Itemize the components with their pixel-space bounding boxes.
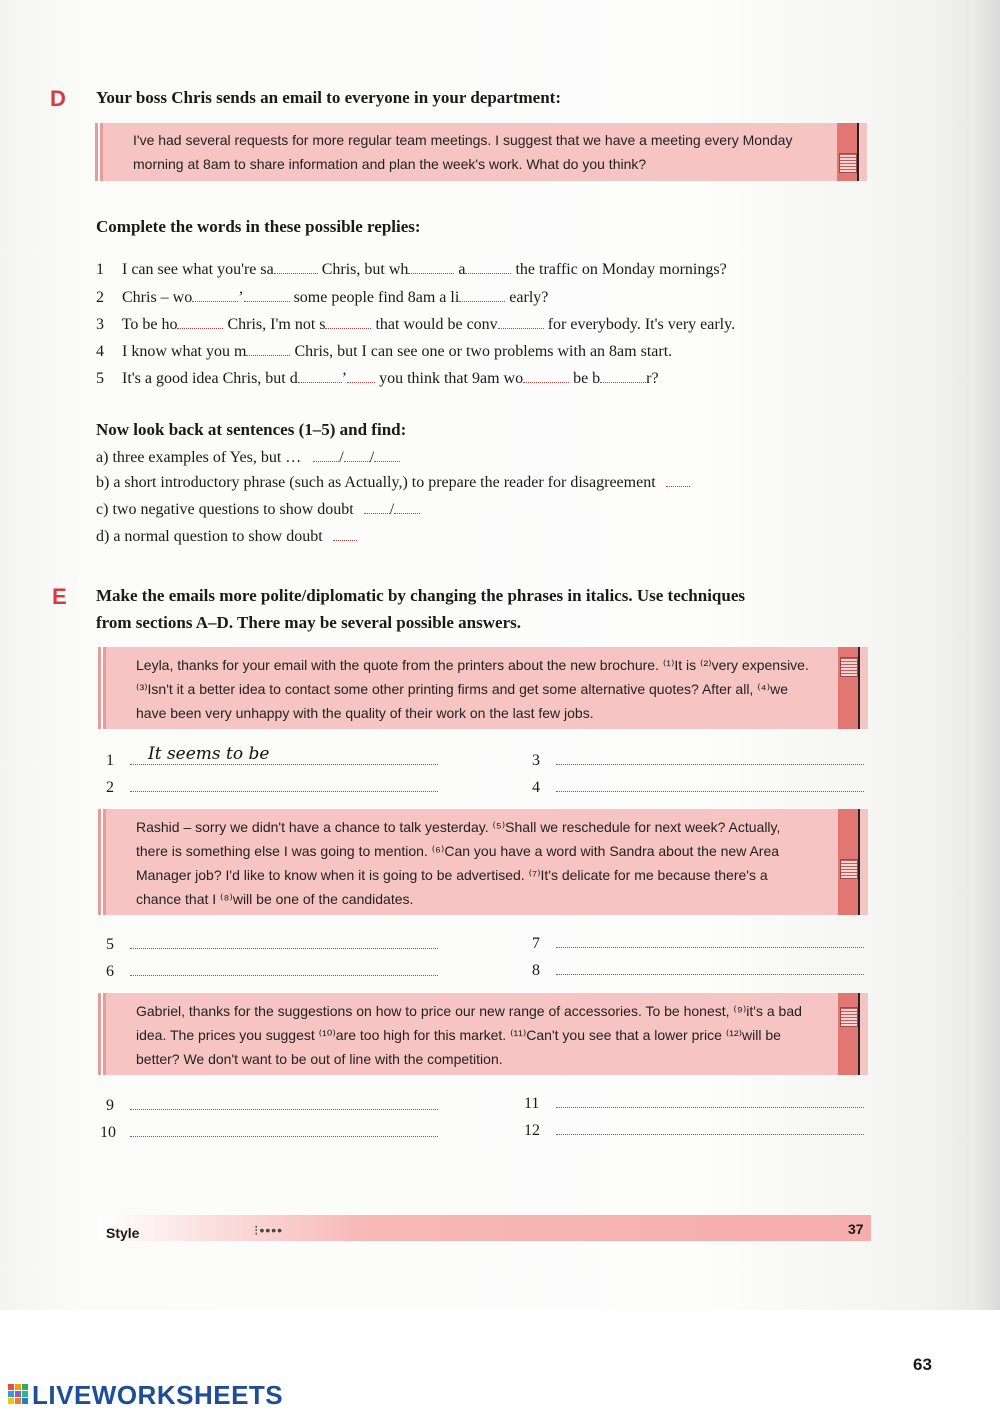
blank-field[interactable] (177, 316, 223, 329)
reply-text: early? (509, 289, 549, 306)
reply-text: Chris – wo (122, 289, 193, 306)
reply-text: be b (573, 370, 601, 387)
blank-field[interactable] (666, 474, 690, 487)
grip-icon (840, 859, 858, 879)
answer-number: 12 (524, 1122, 540, 1139)
reply-number: 1 (96, 261, 104, 278)
reply-text: I know what you m (122, 343, 247, 360)
reply-text: ’ (238, 289, 244, 306)
blank-field[interactable] (325, 316, 371, 329)
email-right-tab (838, 809, 868, 915)
blank-field[interactable] (364, 501, 390, 514)
find-item-a: a) three examples of Yes, but … / / (96, 449, 400, 467)
reply-text: Chris, but wh (321, 261, 409, 278)
answer-6 (106, 960, 438, 981)
answer-10 (100, 1121, 438, 1142)
answer-9 (106, 1094, 438, 1115)
answer-number: 9 (106, 1097, 114, 1114)
find-label: a) (96, 449, 109, 466)
answer-field[interactable] (556, 959, 864, 975)
liveworksheets-logo-icon (8, 1384, 34, 1406)
answer-number: 7 (532, 935, 540, 952)
find-text: three examples of Yes, but … (112, 449, 302, 466)
blank-field[interactable] (344, 449, 370, 462)
find-heading: Now look back at sentences (1–5) and find: (96, 420, 407, 439)
answer-field[interactable] (556, 932, 864, 948)
email-1-line: ⁽³⁾Isn't it a better idea to contact some other printing firms and get some alternative quotes? After all, ⁽⁴⁾we (136, 681, 788, 697)
reply-line-3 (96, 316, 735, 334)
answer-number: 6 (106, 963, 114, 980)
answer-field[interactable] (130, 776, 438, 792)
email-right-tab (837, 123, 867, 181)
email-2-line: Manager job? I'd like to know when it is going to be advertised. ⁽⁷⁾It's delicate for me because there's a (136, 867, 768, 883)
answer-number: 8 (532, 962, 540, 979)
blank-field[interactable] (374, 449, 400, 462)
find-item-c: c) two negative questions to show doubt / (96, 501, 420, 519)
blank-field[interactable] (274, 261, 318, 274)
reply-line-1 (96, 261, 727, 279)
footer-bar (98, 1215, 871, 1241)
email-3-box (98, 993, 868, 1075)
section-e-heading-line1: Make the emails more polite/diplomatic by changing the phrases in italics. Use techniques (96, 586, 745, 605)
answer-number: 10 (100, 1124, 116, 1141)
answer-4 (532, 776, 864, 797)
answer-number: 1 (106, 752, 114, 769)
find-label: b) (96, 474, 110, 491)
find-item-b (96, 474, 690, 492)
blank-field[interactable] (313, 449, 339, 462)
reply-text: some people find 8am a li (293, 289, 460, 306)
answer-number: 2 (106, 779, 114, 796)
complete-words-heading: Complete the words in these possible replies: (96, 217, 421, 236)
email-1-line: Leyla, thanks for your email with the quote from the printers about the new brochure. ⁽¹⁾It is ⁽²⁾very expensive. (136, 657, 809, 673)
reply-text: for everybody. It's very early. (547, 316, 736, 333)
answer-12 (524, 1119, 864, 1140)
reply-number: 3 (96, 316, 104, 333)
section-d-heading: Your boss Chris sends an email to everyone in your department: (96, 88, 561, 107)
blank-field[interactable] (244, 289, 290, 302)
email-3-line: better? We don't want to be out of line with the competition. (136, 1051, 503, 1067)
find-label: d) (96, 528, 110, 545)
blank-field[interactable] (600, 370, 646, 383)
reply-text: Chris, I'm not s (227, 316, 326, 333)
blank-field[interactable] (298, 370, 342, 383)
answer-number: 11 (524, 1095, 540, 1112)
answer-7 (532, 932, 864, 953)
blank-field[interactable] (498, 316, 544, 329)
blank-field[interactable] (347, 370, 375, 383)
find-text: a normal question to show doubt (113, 528, 323, 545)
reply-line-5 (96, 370, 659, 388)
find-item-d (96, 528, 357, 546)
blank-field[interactable] (459, 289, 505, 302)
answer-2 (106, 776, 438, 797)
email-2-box (98, 809, 868, 915)
grip-icon (840, 657, 858, 677)
reply-number: 4 (96, 343, 104, 360)
answer-field[interactable] (556, 1092, 864, 1108)
boss-email-line: morning at 8am to share information and plan the week's work. What do you think? (133, 156, 647, 172)
answer-number: 3 (532, 752, 540, 769)
dots-arrow-icon: ⁝•••• (254, 1222, 284, 1238)
answer-field[interactable] (130, 960, 438, 976)
blank-field[interactable] (394, 501, 420, 514)
blank-field[interactable] (192, 289, 238, 302)
email-left-bar (98, 809, 106, 915)
section-e-heading-line2: from sections A–D. There may be several possible answers. (96, 613, 521, 632)
email-left-bar (98, 647, 106, 729)
email-3-line: idea. The prices you suggest ⁽¹⁰⁾are too high for this market. ⁽¹¹⁾Can't you see that a lower price ⁽¹²⁾will be (136, 1027, 781, 1043)
boss-email-box (95, 123, 867, 181)
answer-field[interactable] (556, 776, 864, 792)
email-right-tab (838, 647, 868, 729)
blank-field[interactable] (465, 261, 511, 274)
answer-field[interactable] (556, 749, 864, 765)
outer-page-number: 63 (913, 1355, 932, 1374)
blank-field[interactable] (333, 528, 357, 541)
section-e-letter: E (52, 584, 67, 609)
answer-field[interactable] (130, 933, 438, 949)
answer-number: 5 (106, 936, 114, 953)
find-text: a short introductory phrase (such as Actually,) to prepare the reader for disagreement (113, 474, 656, 491)
answer-11 (524, 1092, 864, 1113)
email-left-bar (98, 993, 106, 1075)
blank-field[interactable] (408, 261, 454, 274)
reply-number: 5 (96, 370, 104, 387)
answer-3 (532, 749, 864, 770)
boss-email-line: I've had several requests for more regular team meetings. I suggest that we have a meeting every Monday (133, 132, 793, 148)
liveworksheets-brand: LIVEWORKSHEETS (32, 1380, 284, 1410)
page-edge (972, 0, 1000, 1310)
email-2-line: chance that I ⁽⁸⁾will be one of the candidates. (136, 891, 414, 907)
answer-5 (106, 933, 438, 954)
footer-section-label: Style (106, 1225, 140, 1241)
email-2-line: there is something else I was going to mention. ⁽⁶⁾Can you have a word with Sandra about the new Area (136, 843, 780, 859)
grip-icon (840, 1007, 858, 1027)
reply-line-2 (96, 289, 548, 307)
email-1-box (98, 647, 868, 729)
email-right-tab (838, 993, 868, 1075)
reply-text: you think that 9am wo (379, 370, 524, 387)
reply-text: To be ho (121, 316, 178, 333)
answer-number: 4 (532, 779, 540, 796)
reply-text: that would be conv (375, 316, 498, 333)
email-left-bar (95, 123, 103, 181)
blank-field[interactable] (523, 370, 569, 383)
handwritten-answer: It seems to be (148, 744, 270, 764)
reply-text: ’ (341, 370, 348, 387)
grip-icon (839, 153, 857, 173)
blank-field[interactable] (246, 343, 290, 356)
email-1-line: have been very unhappy with the quality of their work on the last few jobs. (136, 705, 594, 721)
reply-number: 2 (96, 289, 104, 306)
email-2-line: Rashid – sorry we didn't have a chance to talk yesterday. ⁽⁵⁾Shall we reschedule for next week? Actually, (136, 819, 781, 835)
answer-field[interactable] (130, 1094, 438, 1110)
reply-text: Chris, but I can see one or two problems with an 8am start. (294, 343, 673, 360)
find-text: two negative questions to show doubt (112, 501, 354, 518)
reply-text: r? (646, 370, 659, 387)
reply-text: a (458, 261, 466, 278)
reply-text: It's a good idea Chris, but d (122, 370, 298, 387)
inner-page-number: 37 (848, 1221, 864, 1237)
email-3-line: Gabriel, thanks for the suggestions on how to price our new range of accessories. To be honest, ⁽⁹⁾it's a bad (136, 1003, 802, 1019)
find-label: c) (96, 501, 109, 518)
reply-line-4 (96, 343, 672, 361)
reply-text: I can see what you're sa (122, 261, 274, 278)
section-d-letter: D (50, 86, 66, 111)
answer-8 (532, 959, 864, 980)
reply-text: the traffic on Monday mornings? (515, 261, 727, 278)
answer-field[interactable] (130, 1121, 438, 1137)
answer-field[interactable] (556, 1119, 864, 1135)
